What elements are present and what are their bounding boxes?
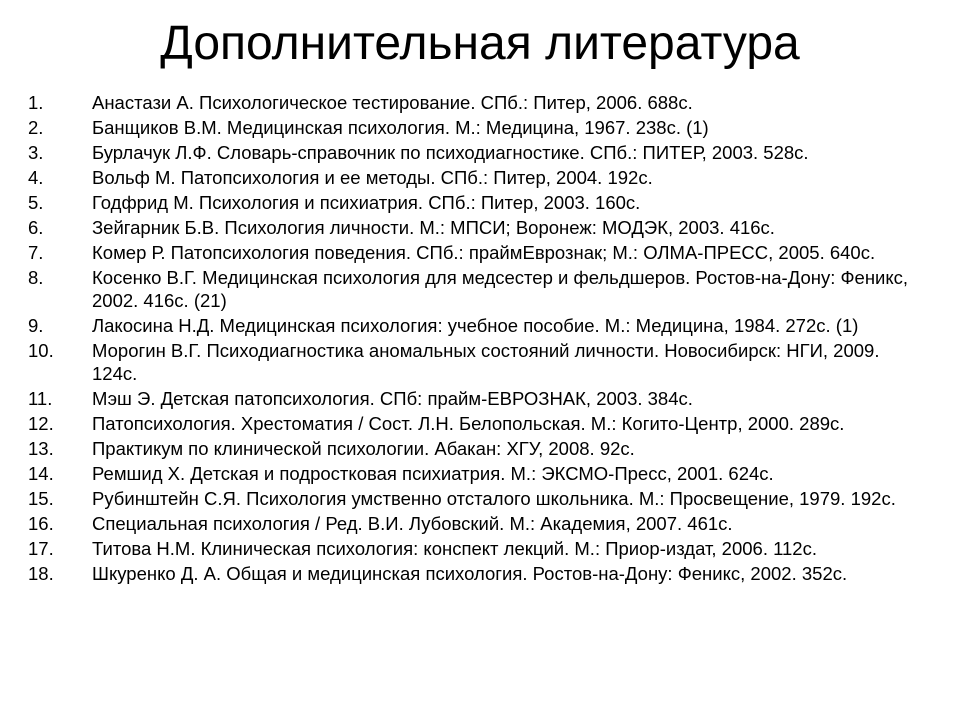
reference-number: 5. — [28, 192, 44, 213]
reference-text: Титова Н.М. Клиническая психология: конспект лекций. М.: Приор-издат, 2006. 112с. — [92, 538, 817, 559]
reference-text: Мэш Э. Детская патопсихология. СПб: прайм-ЕВРОЗНАК, 2003. 384с. — [92, 388, 693, 409]
reference-number: 17. — [28, 538, 54, 559]
reference-item — [28, 314, 928, 337]
reference-text: Морогин В.Г. Психодиагностика аномальных состояний личности. Новосибирск: НГИ, 2009. 124с. — [92, 340, 880, 384]
reference-number: 1. — [28, 92, 44, 113]
reference-item — [28, 562, 928, 585]
reference-number: 2. — [28, 117, 44, 138]
reference-text: Специальная психология / Ред. В.И. Лубовский. М.: Академия, 2007. 461с. — [92, 513, 733, 534]
reference-text: Лакосина Н.Д. Медицинская психология: учебное пособие. М.: Медицина, 1984. 272с. (1) — [92, 315, 859, 336]
reference-number: 9. — [28, 315, 44, 336]
reference-item — [28, 216, 928, 239]
reference-item — [28, 387, 928, 410]
reference-number: 16. — [28, 513, 54, 534]
reference-number: 6. — [28, 217, 44, 238]
reference-text: Бурлачук Л.Ф. Словарь-справочник по психодиагностике. СПб.: ПИТЕР, 2003. 528с. — [92, 142, 809, 163]
reference-text: Годфрид М. Психология и психиатрия. СПб.: Питер, 2003. 160с. — [92, 192, 641, 213]
reference-number: 15. — [28, 488, 54, 509]
reference-item — [28, 412, 928, 435]
reference-number: 7. — [28, 242, 44, 263]
reference-item — [28, 512, 928, 535]
reference-item — [28, 116, 928, 139]
reference-number: 11. — [28, 388, 53, 409]
reference-text: Анастази А. Психологическое тестирование. СПб.: Питер, 2006. 688с. — [92, 92, 693, 113]
reference-number: 10. — [28, 340, 54, 361]
reference-item — [28, 166, 928, 189]
reference-text: Зейгарник Б.В. Психология личности. М.: МПСИ; Воронеж: МОДЭК, 2003. 416с. — [92, 217, 775, 238]
reference-item — [28, 437, 928, 460]
reference-item — [28, 191, 928, 214]
reference-item — [28, 487, 928, 510]
reference-item — [28, 339, 928, 385]
reference-text: Практикум по клинической психологии. Абакан: ХГУ, 2008. 92с. — [92, 438, 635, 459]
reference-list — [28, 91, 928, 587]
reference-number: 13. — [28, 438, 54, 459]
reference-text: Комер Р. Патопсихология поведения. СПб.: праймЕврознак; М.: ОЛМА-ПРЕСС, 2005. 640с. — [92, 242, 876, 263]
reference-item — [28, 141, 928, 164]
reference-item — [28, 241, 928, 264]
reference-text: Вольф М. Патопсихология и ее методы. СПб.: Питер, 2004. 192с. — [92, 167, 653, 188]
reference-text: Ремшид Х. Детская и подростковая психиатрия. М.: ЭКСМО-Пресс, 2001. 624с. — [92, 463, 774, 484]
reference-number: 12. — [28, 413, 54, 434]
reference-item — [28, 266, 928, 312]
reference-number: 18. — [28, 563, 54, 584]
reference-number: 3. — [28, 142, 44, 163]
reference-item — [28, 537, 928, 560]
reference-text: Банщиков В.М. Медицинская психология. М.: Медицина, 1967. 238с. (1) — [92, 117, 709, 138]
reference-text: Косенко В.Г. Медицинская психология для медсестер и фельдшеров. Ростов-на-Дону: Феникс, 2002. 416с. (21) — [92, 267, 909, 311]
reference-number: 4. — [28, 167, 44, 188]
reference-text: Патопсихология. Хрестоматия / Сост. Л.Н. Белопольская. М.: Когито-Центр, 2000. 289с. — [92, 413, 845, 434]
reference-number: 8. — [28, 267, 44, 288]
reference-text: Рубинштейн С.Я. Психология умственно отсталого школьника. М.: Просвещение, 1979. 192с. — [92, 488, 896, 509]
reference-item — [28, 462, 928, 485]
slide-title: Дополнительная литература — [160, 17, 800, 70]
reference-text: Шкуренко Д. А. Общая и медицинская психология. Ростов-на-Дону: Феникс, 2002. 352с. — [92, 563, 848, 584]
reference-item — [28, 91, 928, 114]
reference-number: 14. — [28, 463, 54, 484]
